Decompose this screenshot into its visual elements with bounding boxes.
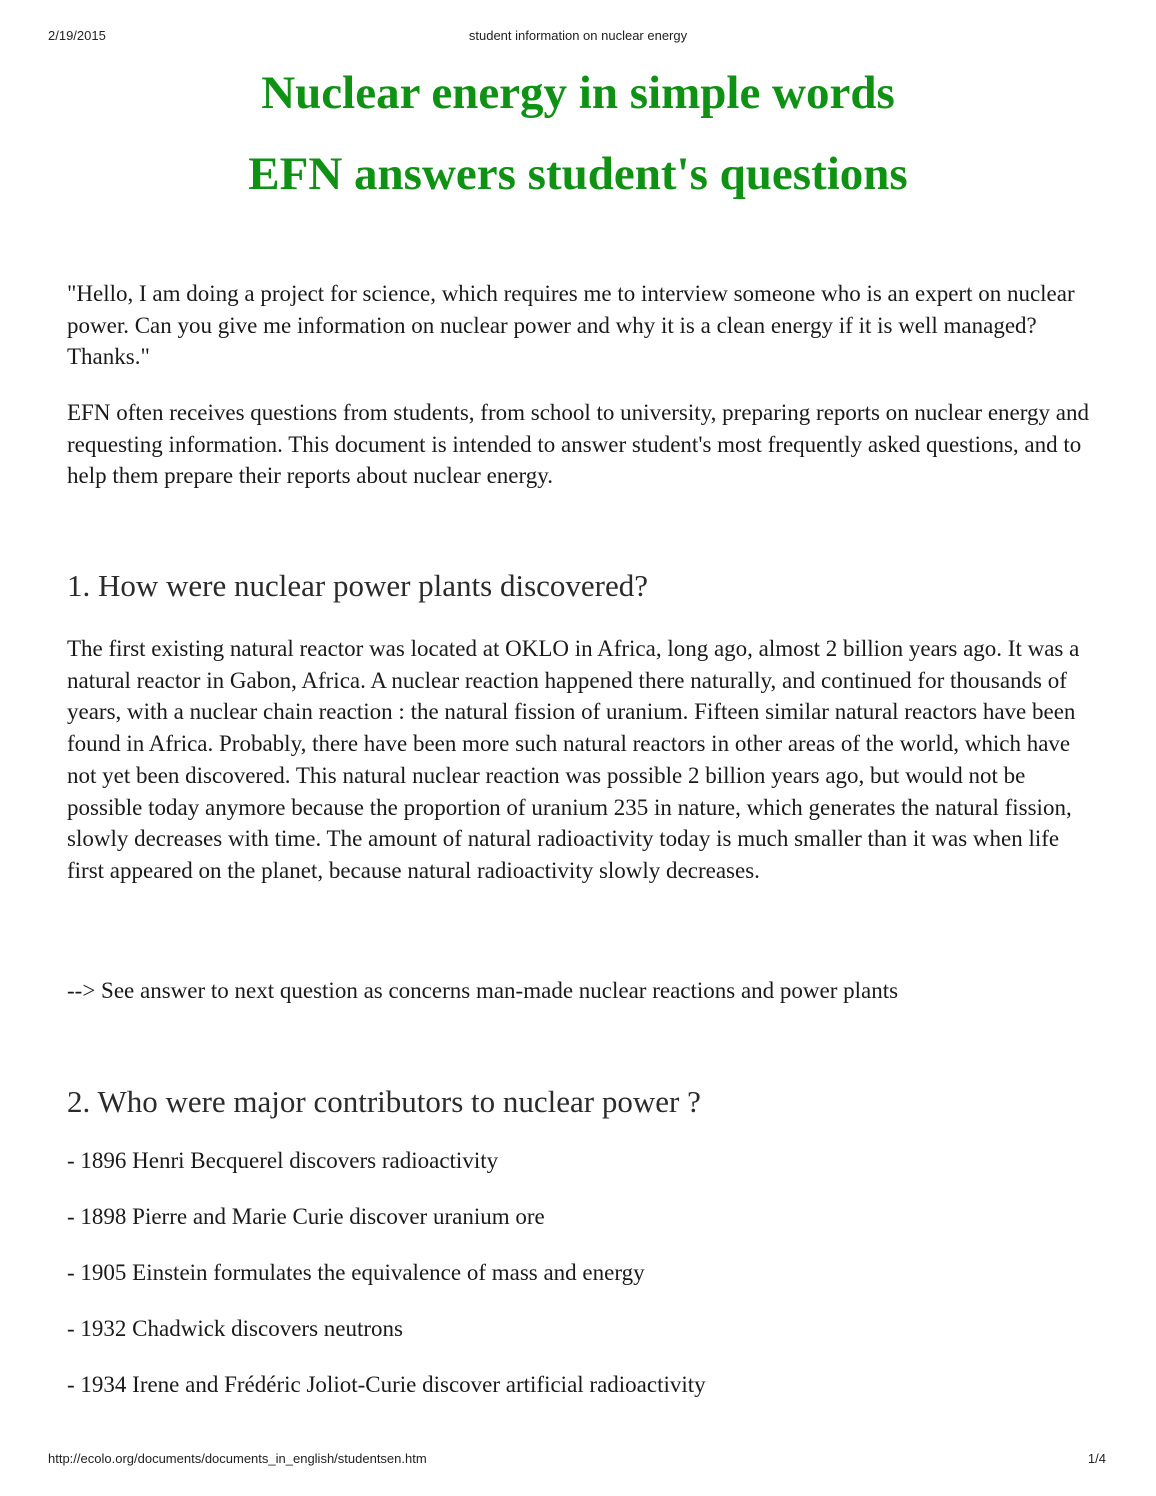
intro-quote-text: "Hello, I am doing a project for science, which requires me to interview someone who is an expert on nuclear power. Can you give me information on nuclear power and why it is a clean energy if it is well managed? Thanks." [67,281,1075,370]
timeline-item-1896: - 1896 Henri Becquerel discovers radioactivity [67,1148,499,1173]
section-1-see-also [67,975,1097,1007]
intro-explanation [67,397,1097,492]
print-date: 2/19/2015 [48,28,106,43]
section-1-heading: 1. How were nuclear power plants discovered? [67,568,649,603]
print-url: http://ecolo.org/documents/documents_in_english/studentsen.htm [48,1451,427,1466]
intro-quote [67,278,1097,373]
print-page-title: student information on nuclear energy [468,28,688,43]
timeline-item-1932: - 1932 Chadwick discovers neutrons [67,1316,403,1341]
timeline-item-1934: - 1934 Irene and Frédéric Joliot-Curie discover artificial radioactivity [67,1372,706,1397]
print-footer [0,1451,1156,1469]
print-page-number: 1/4 [1087,1451,1106,1466]
timeline-item-1905: - 1905 Einstein formulates the equivalence of mass and energy [67,1260,645,1285]
print-header [0,28,1156,46]
intro-explanation-text: EFN often receives questions from students, from school to university, preparing reports on nuclear energy and requesting information. This document is intended to answer student's most frequently asked questions, and to help them prepare their reports about nuclear energy. [67,400,1089,489]
timeline-item-1898: - 1898 Pierre and Marie Curie discover uranium ore [67,1204,545,1229]
main-title: Nuclear energy in simple words [261,67,895,119]
section-1-body-text: The first existing natural reactor was located at OKLO in Africa, long ago, almost 2 billion years ago. It was a natural reactor in Gabon, Africa. A nuclear reaction happened there naturally, and continued for thousands of years, with a nuclear chain reaction : the natural fission of uranium. Fifteen similar natural reactors have been found in Africa. Probably, there have been more such natural reactors in other areas of the world, which have not yet been discovered. This natural nuclear reaction was possible 2 billion years ago, but would not be possible today anymore because the proportion of uranium 235 in nature, which generates the natural fission, slowly decreases with time. The amount of natural radioactivity today is much smaller than it was when life first appeared on the planet, because natural radioactivity slowly decreases. [67,636,1080,883]
section-1-body [67,633,1097,887]
section-1-see-also-text: --> See answer to next question as concerns man-made nuclear reactions and power plants [67,978,899,1003]
sub-title: EFN answers student's questions [248,148,908,200]
section-2-heading: 2. Who were major contributors to nuclear power ? [67,1084,701,1119]
